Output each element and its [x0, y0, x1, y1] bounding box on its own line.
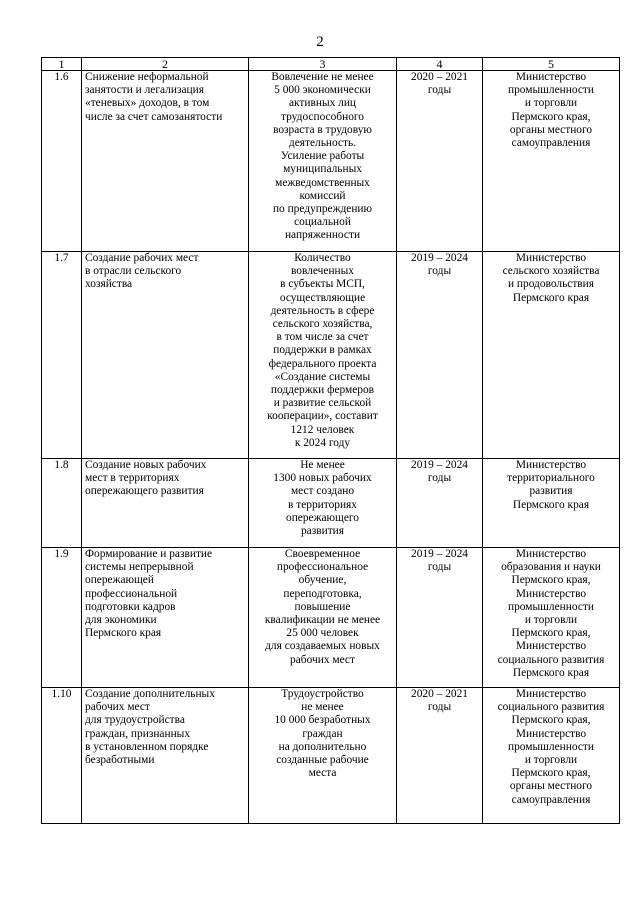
row-number: 1.7: [42, 252, 82, 459]
executor-cell: Министерство сельского хозяйства и продовольствия Пермского края: [483, 252, 620, 459]
term-cell: 2019 – 2024 годы: [397, 459, 483, 548]
table-row: [42, 459, 620, 548]
column-header: 5: [483, 58, 620, 71]
result-cell: Не менее 1300 новых рабочих мест создано в территориях опережающего развития: [249, 459, 397, 548]
result-cell: Своевременное профессиональное обучение, переподготовка, повышение квалификации не менее 25 000 человек для создаваемых новых рабочих мест: [249, 548, 397, 688]
term-cell: 2020 – 2021 годы: [397, 688, 483, 824]
row-number: 1.6: [42, 71, 82, 252]
measure-cell: Формирование и развитие системы непрерывной опережающей профессиональной подготовки кадров для экономики Пермского края: [82, 548, 249, 688]
term-cell: 2020 – 2021 годы: [397, 71, 483, 252]
measures-table: [41, 57, 620, 824]
column-header: 3: [249, 58, 397, 71]
term-cell: 2019 – 2024 годы: [397, 252, 483, 459]
row-number: 1.8: [42, 459, 82, 548]
table-row: [42, 548, 620, 688]
table-row: [42, 71, 620, 252]
row-number: 1.9: [42, 548, 82, 688]
executor-cell: Министерство территориального развития Пермского края: [483, 459, 620, 548]
measure-cell: Создание рабочих мест в отрасли сельского хозяйства: [82, 252, 249, 459]
result-cell: Вовлечение не менее 5 000 экономически активных лиц трудоспособного возраста в трудовую деятельность. Усиление работы муниципальных межведомственных комиссий по предупреждению социальной напряженности: [249, 71, 397, 252]
table-header-row: [42, 58, 620, 71]
row-number: 1.10: [42, 688, 82, 824]
column-header: 2: [82, 58, 249, 71]
table-row: [42, 688, 620, 824]
term-cell: 2019 – 2024 годы: [397, 548, 483, 688]
executor-cell: Министерство образования и науки Пермского края, Министерство промышленности и торговли Пермского края, Министерство социального развития Пермского края: [483, 548, 620, 688]
result-cell: Количество вовлеченных в субъекты МСП, осуществляющие деятельность в сфере сельского хозяйства, в том числе за счет поддержки в рамках федерального проекта «Создание системы поддержки фермеров и развитие сельской кооперации», составит 1212 человек к 2024 году: [249, 252, 397, 459]
table-row: [42, 252, 620, 459]
result-cell: Трудоустройство не менее 10 000 безработных граждан на дополнительно созданные рабочие места: [249, 688, 397, 824]
measure-cell: Создание новых рабочих мест в территориях опережающего развития: [82, 459, 249, 548]
measure-cell: Снижение неформальной занятости и легализация «теневых» доходов, в том числе за счет самозанятости: [82, 71, 249, 252]
page-number: 2: [316, 34, 324, 50]
executor-cell: Министерство социального развития Пермского края, Министерство промышленности и торговли Пермского края, органы местного самоуправления: [483, 688, 620, 824]
column-header: 1: [42, 58, 82, 71]
measure-cell: Создание дополнительных рабочих мест для трудоустройства граждан, признанных в установленном порядке безработными: [82, 688, 249, 824]
executor-cell: Министерство промышленности и торговли Пермского края, органы местного самоуправления: [483, 71, 620, 252]
column-header: 4: [397, 58, 483, 71]
